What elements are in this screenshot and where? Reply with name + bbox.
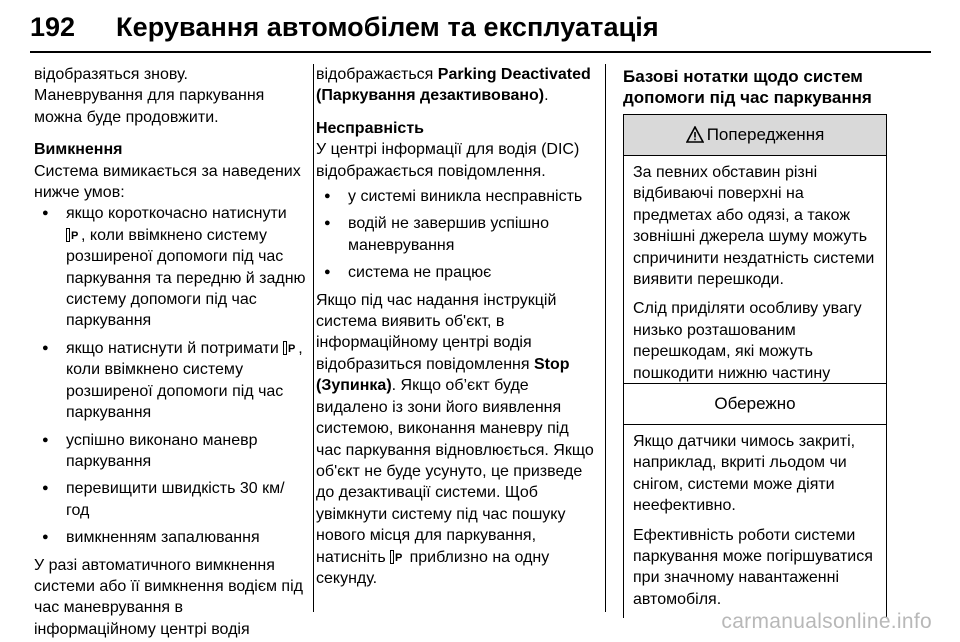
- paragraph: Система вимикається за наведених нижче умов:: [34, 162, 301, 202]
- paragraph: Якщо під час надання інструкцій система виявить об'єкт, в інформаційному центрі водія відобразиться повідомлення Stop (Зупинка). Якщо об’єкт буде видалено із зони його виявлення системою, виконання маневру під час паркування відновлюється. Якщо об'єкт не буде усунуто, це призведе до дезактивації системи. Щоб увімкнути систему під час пошуку нового місця для паркування, натисніть P приблизно на одну секунду.: [316, 291, 594, 587]
- paragraph: Якщо датчики чимось закриті, наприклад, вкриті льодом чи снігом, системи може діяти неефективно.: [633, 433, 856, 515]
- paragraph: Слід приділяти особливу увагу низько розташованим перешкодам, які можуть пошкодити нижню частину: [633, 300, 862, 382]
- section-heading-fault: Несправність: [316, 119, 424, 137]
- list-item: ● система не працює: [316, 262, 598, 283]
- page-number: 192: [30, 12, 76, 42]
- fault-list: [316, 186, 598, 284]
- list-item: ● вимкненням запалювання: [34, 527, 306, 548]
- parking-assist-icon: [283, 341, 298, 355]
- svg-text:P: P: [71, 229, 79, 242]
- parking-assist-icon: [66, 228, 81, 242]
- caution-body: [624, 425, 886, 618]
- column-3: [623, 66, 887, 108]
- warning-heading: Попередження: [624, 115, 886, 156]
- list-item: ● якщо короткочасно натиснути P , коли ввімкнено систему розширеної допомоги під час паркування та передню й задню систему допомоги під час паркування: [34, 203, 306, 331]
- column-1: [34, 64, 306, 640]
- page-title: Керування автомобілем та експлуатація: [116, 12, 659, 42]
- section-heading-off: Вимкнення: [34, 141, 123, 159]
- paragraph: Маневрування для паркування можна буде продовжити.: [34, 87, 265, 126]
- warning-triangle-icon: [686, 126, 704, 143]
- paragraph: За певних обставин різні відбиваючі поверхні на предметах або одязі, а також зовнішні джерела шуму можуть спричинити нездатність системи виявити перешкоди.: [633, 164, 875, 289]
- list-item: ● успішно виконано маневр паркування: [34, 430, 306, 473]
- list-item: ● якщо натиснути й потримати P , коли ввімкнено систему розширеної допомоги під час паркування: [34, 338, 306, 424]
- list-item: ● перевищити швидкість 30 км/год: [34, 478, 306, 521]
- parking-assist-icon: [390, 550, 405, 564]
- column-divider: [313, 64, 314, 612]
- page-header: [30, 12, 930, 52]
- paragraph: У центрі інформації для водія (DIC) відображається повідомлення.: [316, 141, 580, 180]
- paragraph: відображається Parking Deactivated (Паркування дезактивовано).: [316, 66, 591, 105]
- watermark: carmanualsonline.info: [721, 610, 932, 633]
- section-heading-basics: Базові нотатки щодо систем допомоги під час паркування: [623, 67, 872, 107]
- list-item: ● у системі виникла несправність: [316, 186, 598, 207]
- svg-text:P: P: [288, 342, 296, 355]
- column-divider: [605, 64, 606, 612]
- column-2: [316, 64, 598, 589]
- list-item: ● водій не завершив успішно маневрування: [316, 213, 598, 256]
- caution-box: [623, 383, 887, 618]
- paragraph: Ефективність роботи системи паркування може погіршуватися при значному навантаженні автомобіля.: [633, 526, 873, 608]
- header-rule: [30, 51, 931, 53]
- caution-heading: Обережно: [624, 384, 886, 425]
- warning-body: [624, 156, 886, 413]
- paragraph: відобразяться знову.: [34, 66, 188, 83]
- off-conditions-list: [34, 203, 306, 548]
- svg-text:P: P: [395, 551, 403, 564]
- warning-box: [623, 114, 887, 414]
- paragraph: У разі автоматичного вимкнення системи або її вимкнення водієм під час маневрування в інформаційному центрі водія: [34, 556, 303, 638]
